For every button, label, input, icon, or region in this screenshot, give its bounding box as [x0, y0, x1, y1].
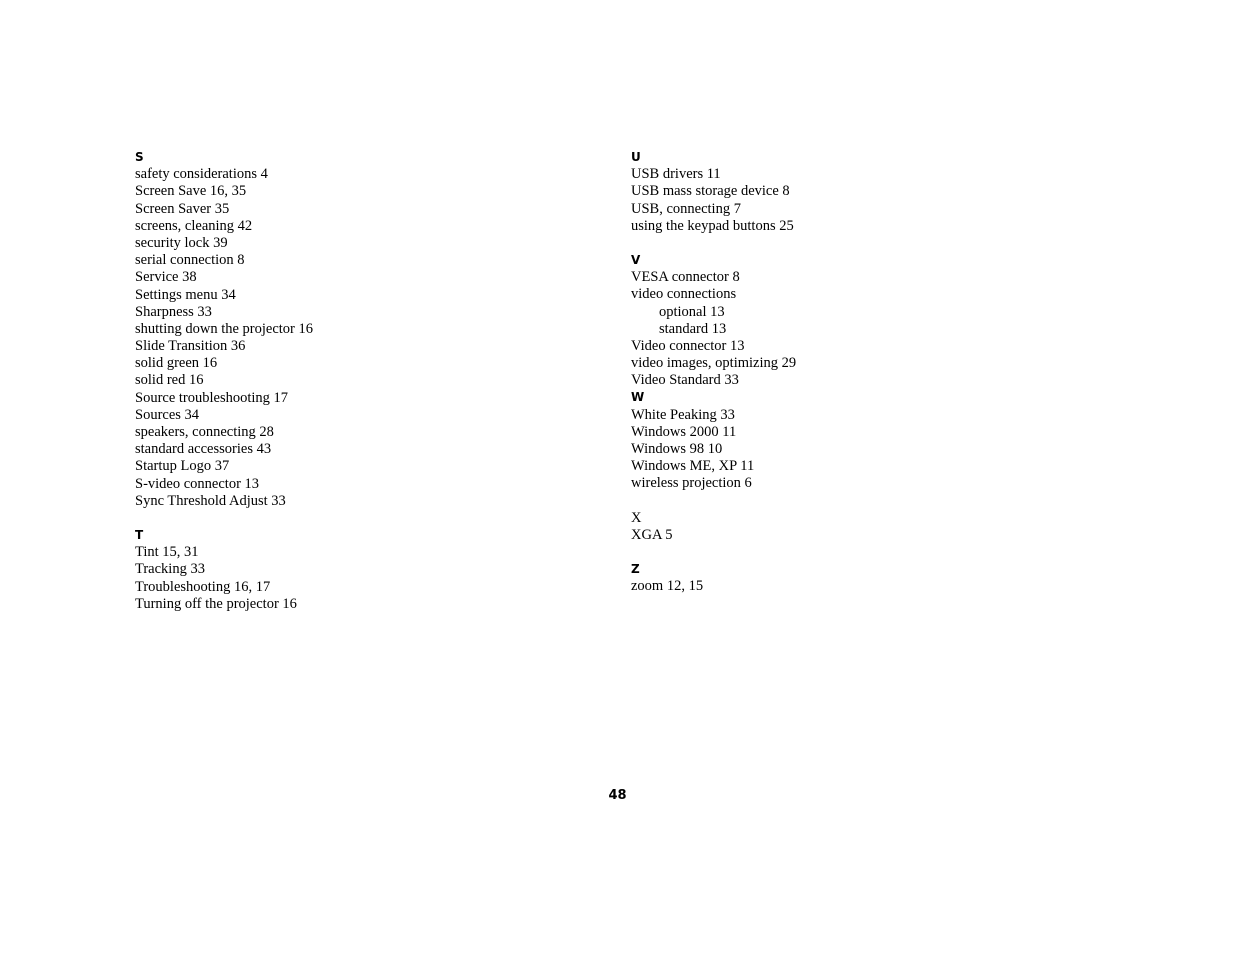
index-entry: USB mass storage device 8 — [631, 183, 790, 200]
index-entry: Sharpness 33 — [135, 303, 212, 320]
index-entry: Sources 34 — [135, 406, 200, 423]
index-entry: speakers, connecting 28 — [135, 424, 274, 440]
index-letter-heading: W — [631, 390, 645, 405]
index-entry: wireless projection 6 — [631, 475, 752, 492]
index-entry: Service 38 — [135, 269, 197, 286]
index-subentry: standard 13 — [659, 320, 727, 337]
index-entry: USB drivers 11 — [631, 166, 721, 183]
index-entry: Source troubleshooting 17 — [135, 389, 289, 406]
index-letter-heading: U — [631, 150, 641, 164]
index-letter-heading: S — [135, 150, 144, 164]
index-entry: USB, connecting 7 — [631, 200, 741, 217]
index-subentry: optional 13 — [659, 303, 725, 320]
index-entry: using the keypad buttons 25 — [631, 217, 794, 234]
index-entry: Slide Transition 36 — [135, 338, 246, 355]
index-letter-heading: V — [631, 252, 641, 267]
index-entry: shutting down the projector 16 — [135, 320, 314, 337]
index-entry: serial connection 8 — [135, 252, 245, 269]
index-letter-heading: T — [135, 527, 144, 542]
index-entry: XGA 5 — [631, 526, 673, 543]
index-entry: video images, optimizing 29 — [631, 355, 797, 372]
index-entry: Screen Saver 35 — [135, 200, 230, 217]
index-entry: Screen Save 16, 35 — [135, 183, 247, 200]
index-entry: screens, cleaning 42 — [135, 217, 253, 234]
index-group-s — [135, 149, 555, 510]
index-group-u — [631, 149, 1051, 235]
index-group-w — [631, 389, 1051, 492]
index-entry: S-video connector 13 — [135, 475, 260, 492]
index-entry: Windows 98 10 — [631, 441, 723, 457]
index-entry: Windows ME, XP 11 — [631, 458, 755, 475]
index-entry: White Peaking 33 — [631, 406, 735, 423]
index-entry: Tint 15, 31 — [135, 544, 199, 561]
index-entry: standard accessories 43 — [135, 441, 272, 458]
index-entry: zoom 12, 15 — [631, 578, 704, 595]
index-letter-heading: Z — [631, 561, 640, 576]
index-entry: Sync Threshold Adjust 33 — [135, 492, 286, 509]
index-group-v — [631, 252, 1051, 390]
index-column-right — [631, 149, 1051, 595]
index-entry: Video connector 13 — [631, 337, 745, 354]
index-entry: Troubleshooting 16, 17 — [135, 578, 271, 595]
index-entry: video connections — [631, 286, 737, 303]
page-number: 48 — [608, 788, 627, 803]
index-group-t — [135, 527, 555, 613]
index-entry: solid green 16 — [135, 355, 218, 372]
index-column-left — [135, 149, 555, 613]
index-entry: Startup Logo 37 — [135, 458, 230, 475]
index-entry: VESA connector 8 — [631, 269, 740, 286]
index-group-x — [631, 510, 1051, 544]
index-entry: Windows 2000 11 — [631, 423, 737, 440]
index-entry: safety considerations 4 — [135, 166, 268, 183]
index-entry: security lock 39 — [135, 234, 228, 251]
index-entry: Settings menu 34 — [135, 286, 236, 303]
index-entry: solid red 16 — [135, 372, 204, 389]
index-entry: Turning off the projector 16 — [135, 595, 297, 612]
index-letter-heading: X — [631, 509, 642, 526]
index-group-z — [631, 561, 1051, 595]
index-entry: Video Standard 33 — [631, 372, 739, 389]
index-entry: Tracking 33 — [135, 561, 205, 578]
